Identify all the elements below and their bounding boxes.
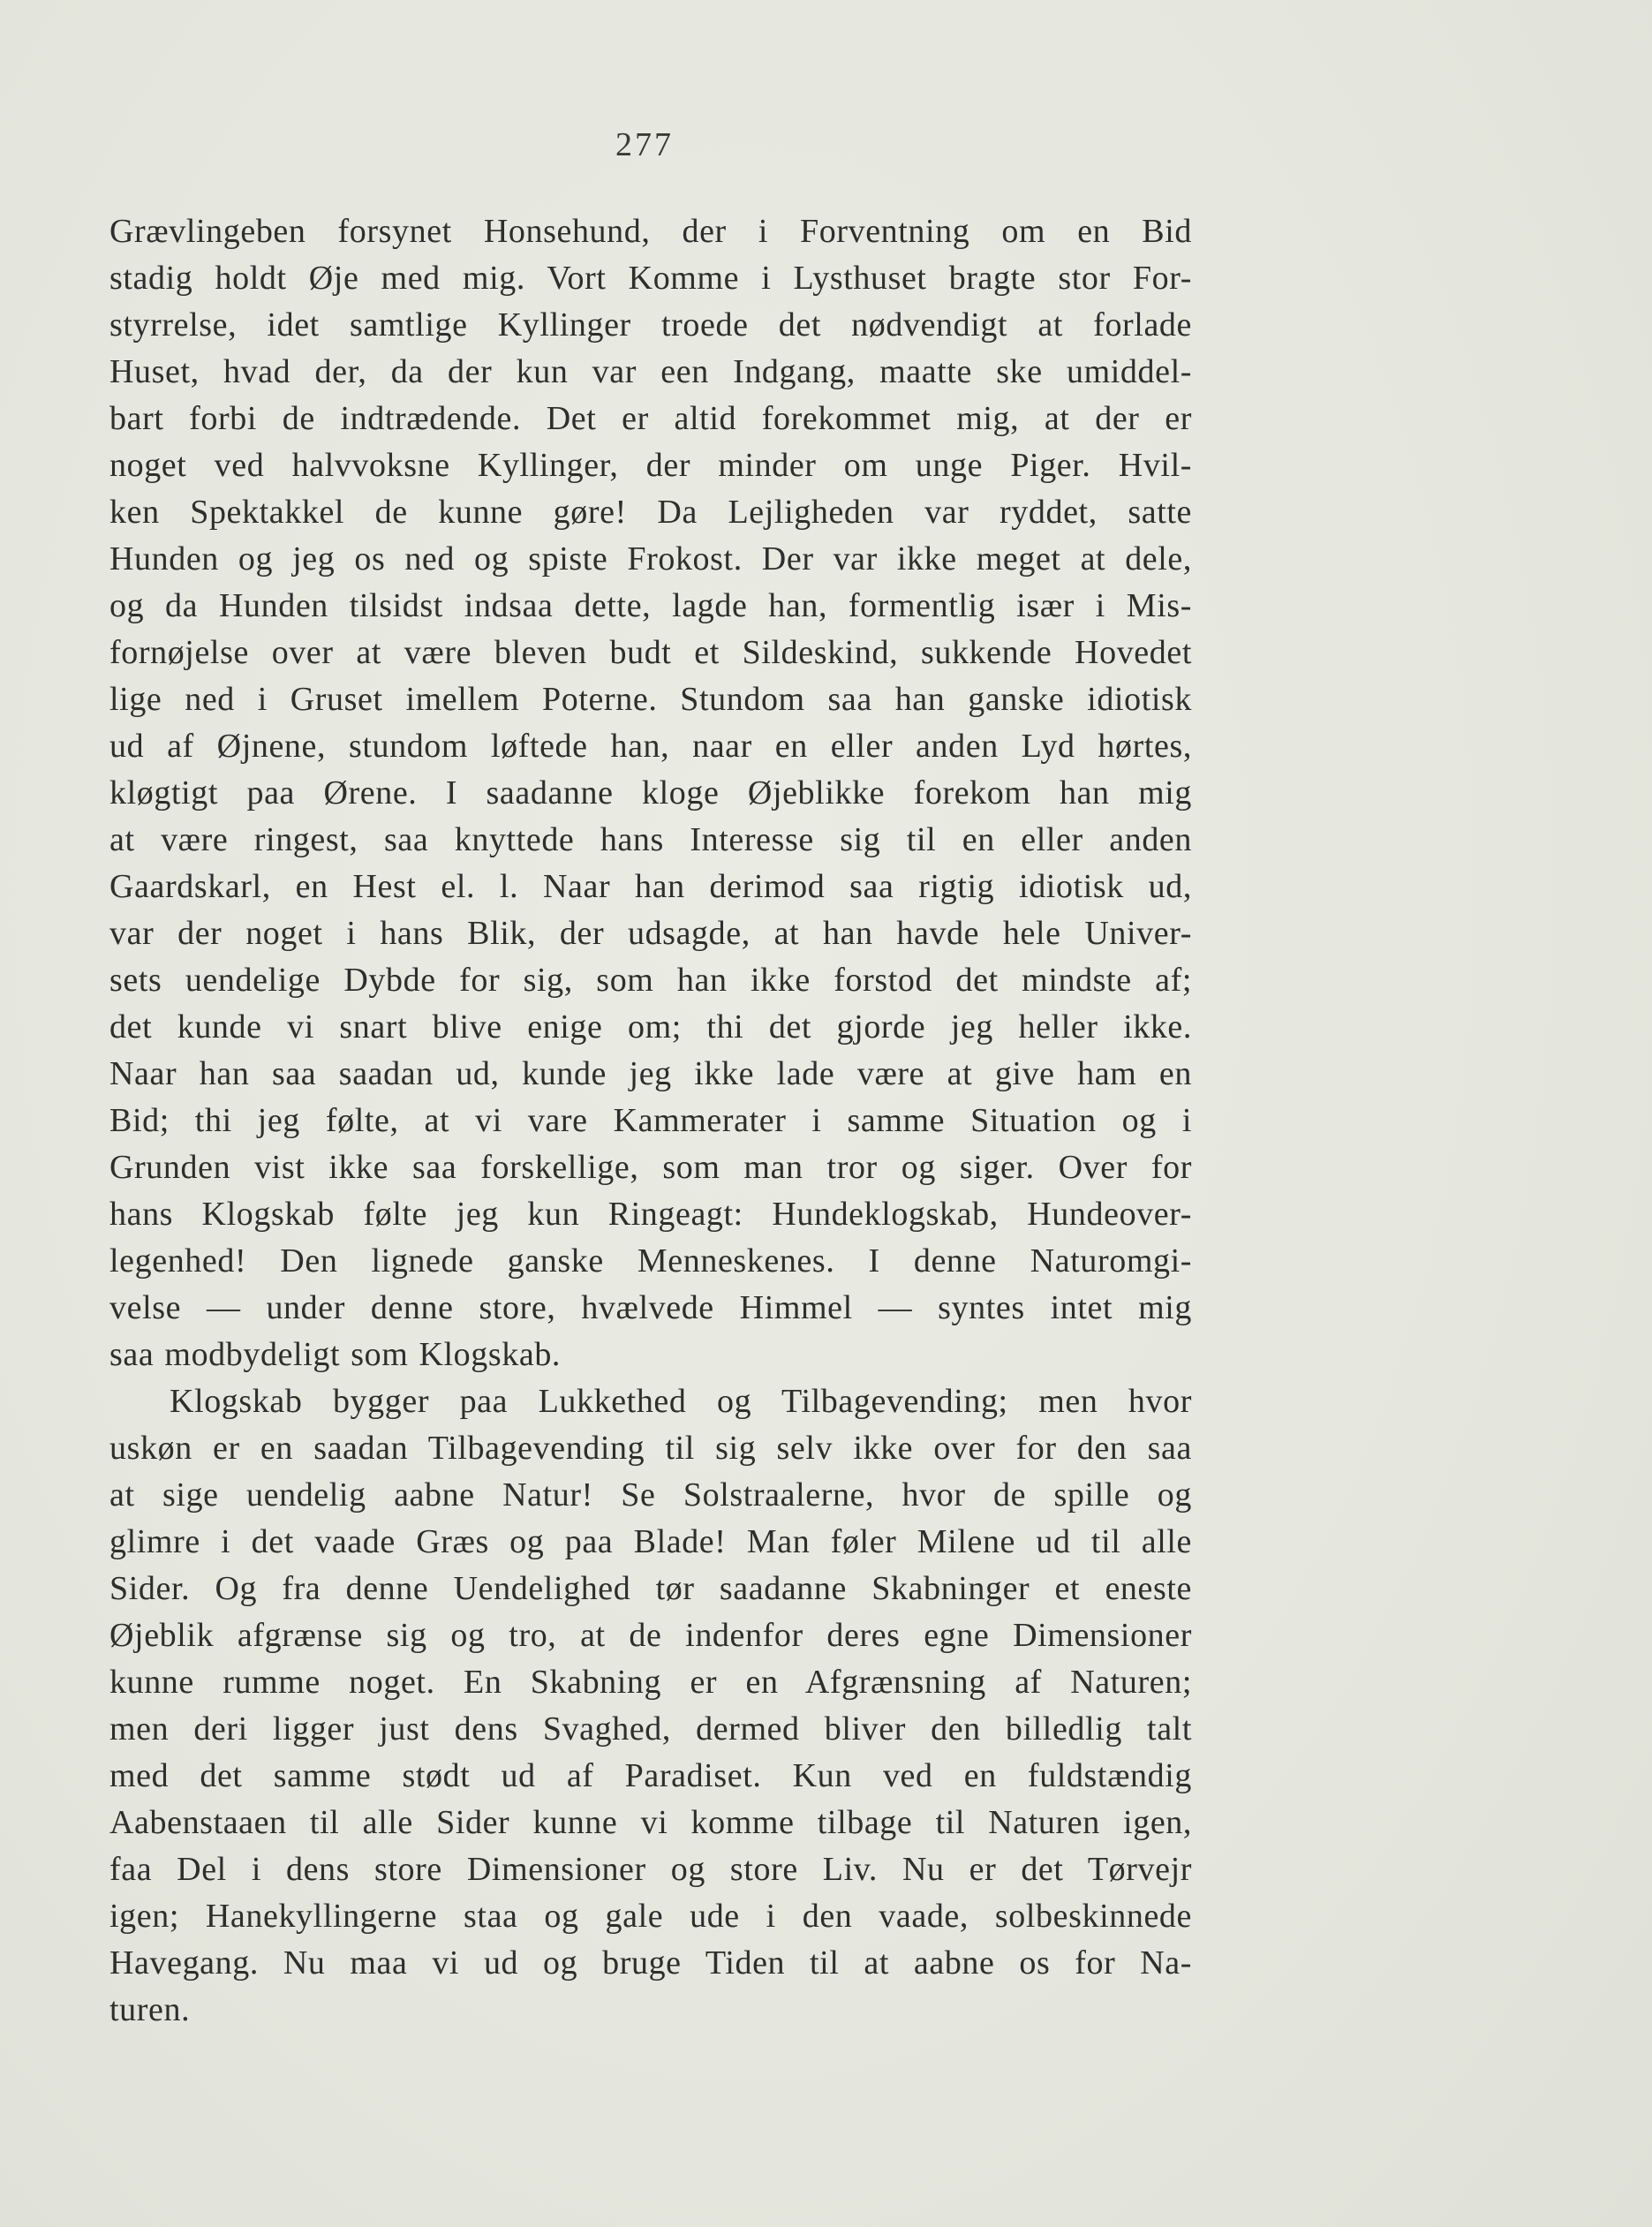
text-line: fornøjelse over at være bleven budt et Sildeskind, sukkende Hovedet: [109, 634, 1192, 671]
text-line: kunne rumme noget. En Skabning er en Afgrænsning af Naturen;: [109, 1664, 1192, 1701]
text-line: med det samme stødt ud af Paradiset. Kun ved en fuldstændig: [109, 1757, 1192, 1794]
text-line: Hunden og jeg os ned og spiste Frokost. Der var ikke meget at dele,: [109, 540, 1192, 578]
text-line: stadig holdt Øje med mig. Vort Komme i Lysthuset bragte stor For-: [109, 260, 1192, 297]
text-line: ud af Øjnene, stundom løftede han, naar en eller anden Lyd hørtes,: [109, 728, 1192, 765]
text-line: Naar han saa saadan ud, kunde jeg ikke lade være at give ham en: [109, 1055, 1192, 1092]
page-number: 277: [615, 126, 674, 163]
text-line: Øjeblik afgrænse sig og tro, at de indenfor deres egne Dimensioner: [109, 1617, 1192, 1654]
text-line: kløgtigt paa Ørene. I saadanne kloge Øjeblikke forekom han mig: [109, 774, 1192, 812]
text-line: noget ved halvvoksne Kyllinger, der minder om unge Piger. Hvil-: [109, 447, 1192, 484]
text-line: men deri ligger just dens Svaghed, dermed bliver den billedlig talt: [109, 1710, 1192, 1748]
text-line: at sige uendelig aabne Natur! Se Solstraalerne, hvor de spille og: [109, 1476, 1192, 1514]
text-line: saa modbydeligt som Klogskab.: [109, 1336, 562, 1373]
text-line: Huset, hvad der, da der kun var een Indgang, maatte ske umiddel-: [109, 353, 1192, 390]
text-line: Bid; thi jeg følte, at vi vare Kammerater i samme Situation og i: [109, 1102, 1192, 1139]
text-line: styrrelse, idet samtlige Kyllinger troede det nødvendigt at forlade: [109, 306, 1192, 343]
body-text: [109, 208, 1192, 2034]
text-line: lige ned i Gruset imellem Poterne. Stundom saa han ganske idiotisk: [109, 681, 1192, 718]
text-line: at være ringest, saa knyttede hans Interesse sig til en eller anden: [109, 821, 1192, 858]
text-line: Gaardskarl, en Hest el. l. Naar han derimod saa rigtig idiotisk ud,: [109, 868, 1192, 905]
text-line: Grunden vist ikke saa forskellige, som man tror og siger. Over for: [109, 1149, 1192, 1186]
text-line: Klogskab bygger paa Lukkethed og Tilbagevending; men hvor: [170, 1383, 1192, 1420]
text-line: Grævlingeben forsynet Honsehund, der i Forventning om en Bid: [109, 213, 1192, 250]
text-line: turen.: [109, 1991, 191, 2028]
text-line: Sider. Og fra denne Uendelighed tør saadanne Skabninger et eneste: [109, 1570, 1192, 1607]
text-line: ken Spektakkel de kunne gøre! Da Lejligheden var ryddet, satte: [109, 494, 1192, 531]
text-line: glimre i det vaade Græs og paa Blade! Man føler Milene ud til alle: [109, 1523, 1192, 1560]
text-line: velse — under denne store, hvælvede Himmel — syntes intet mig: [109, 1289, 1192, 1326]
text-line: uskøn er en saadan Tilbagevending til sig selv ikke over for den saa: [109, 1430, 1192, 1467]
text-line: Havegang. Nu maa vi ud og bruge Tiden til at aabne os for Na-: [109, 1944, 1192, 1982]
text-line: Aabenstaaen til alle Sider kunne vi komme tilbage til Naturen igen,: [109, 1804, 1192, 1841]
text-line: hans Klogskab følte jeg kun Ringeagt: Hundeklogskab, Hundeover-: [109, 1196, 1192, 1233]
text-line: sets uendelige Dybde for sig, som han ikke forstod det mindste af;: [109, 962, 1192, 999]
text-line: bart forbi de indtrædende. Det er altid forekommet mig, at der er: [109, 400, 1192, 437]
text-line: og da Hunden tilsidst indsaa dette, lagde han, formentlig især i Mis-: [109, 587, 1192, 624]
text-line: det kunde vi snart blive enige om; thi det gjorde jeg heller ikke.: [109, 1008, 1192, 1046]
text-line: legenhed! Den lignede ganske Menneskenes. I denne Naturomgi-: [109, 1242, 1192, 1280]
text-line: igen; Hanekyllingerne staa og gale ude i den vaade, solbeskinnede: [109, 1898, 1192, 1935]
text-line: var der noget i hans Blik, der udsagde, at han havde hele Univer-: [109, 915, 1192, 952]
text-line: faa Del i dens store Dimensioner og store Liv. Nu er det Tørvejr: [109, 1851, 1192, 1888]
